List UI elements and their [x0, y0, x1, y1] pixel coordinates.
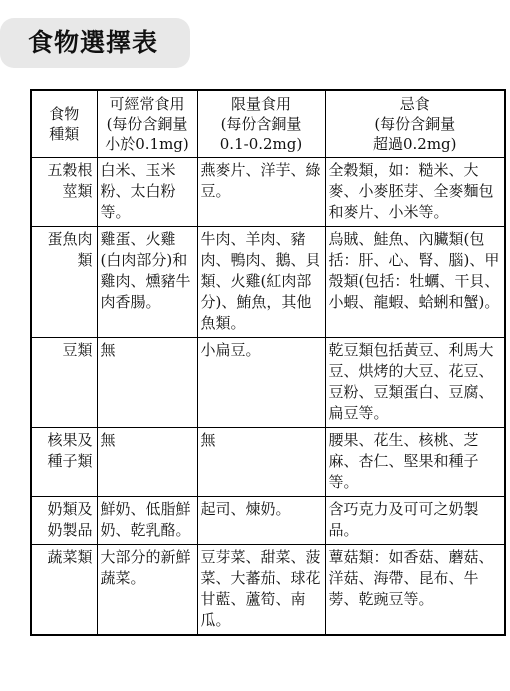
- frequent-cell: 白米、玉米粉、太白粉等。: [97, 158, 197, 227]
- avoid-cell: 全穀類，如：糙米、大麥、小麥胚芽、全麥麵包和麥片、小米等。: [325, 158, 505, 227]
- table-row: [31, 338, 505, 428]
- header-food-category: 食物 種類: [31, 90, 97, 158]
- avoid-cell: 腰果、花生、核桃、芝麻、杏仁、堅果和種子等。: [325, 428, 505, 497]
- category-cell: 蔬菜類: [31, 545, 97, 636]
- avoid-cell: 烏賊、鮭魚、內臟類(包括：肝、心、腎、腦)、甲殼類(包括：牡蠣、干貝、小蝦、龍蝦、蛤蜊和蟹)。: [325, 227, 505, 338]
- limited-cell: 小扁豆。: [197, 338, 325, 428]
- header-frequent: 可經常食用 (每份含銅量 小於0.1mg): [97, 90, 197, 158]
- category-cell: 奶類及奶製品: [31, 497, 97, 545]
- limited-cell: 無: [197, 428, 325, 497]
- category-cell: 核果及種子類: [31, 428, 97, 497]
- limited-cell: 豆芽菜、甜菜、菠菜、大蕃茄、球花甘藍、蘆筍、南瓜。: [197, 545, 325, 636]
- avoid-cell: 蕈菇類：如香菇、蘑菇、洋菇、海帶、昆布、牛蒡、乾豌豆等。: [325, 545, 505, 636]
- frequent-cell: 雞蛋、火雞(白肉部分)和雞肉、燻豬牛肉香腸。: [97, 227, 197, 338]
- table-row: [31, 497, 505, 545]
- limited-cell: 起司、煉奶。: [197, 497, 325, 545]
- table-row: [31, 158, 505, 227]
- limited-cell: 燕麥片、洋芋、綠豆。: [197, 158, 325, 227]
- table-row: [31, 545, 505, 636]
- header-avoid: 忌食 (每份含銅量 超過0.2mg): [325, 90, 505, 158]
- food-selection-table: [30, 89, 506, 636]
- page-title: 食物選擇表: [28, 28, 159, 57]
- table-row: [31, 227, 505, 338]
- frequent-cell: 無: [97, 338, 197, 428]
- header-limited: 限量食用 (每份含銅量 0.1-0.2mg): [197, 90, 325, 158]
- limited-cell: 牛肉、羊肉、豬肉、鴨肉、鵝、貝類、火雞(紅肉部分)、鮪魚，其他魚類。: [197, 227, 325, 338]
- category-cell: 豆類: [31, 338, 97, 428]
- frequent-cell: 大部分的新鮮蔬菜。: [97, 545, 197, 636]
- frequent-cell: 鮮奶、低脂鮮奶、乾乳酪。: [97, 497, 197, 545]
- avoid-cell: 乾豆類包括黃豆、利馬大豆、烘烤的大豆、花豆、豆粉、豆類蛋白、豆腐、扁豆等。: [325, 338, 505, 428]
- category-cell: 蛋魚肉類: [31, 227, 97, 338]
- avoid-cell: 含巧克力及可可之奶製品。: [325, 497, 505, 545]
- category-cell: 五穀根莖類: [31, 158, 97, 227]
- frequent-cell: 無: [97, 428, 197, 497]
- table-row: [31, 428, 505, 497]
- table-header-row: [31, 90, 505, 158]
